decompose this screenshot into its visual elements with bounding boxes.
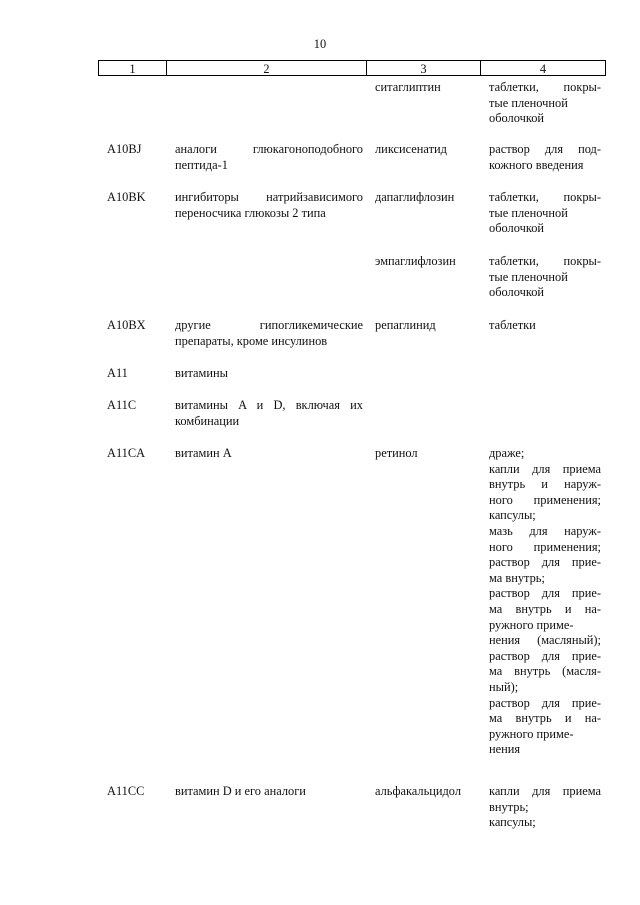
atc-code: A11CC (107, 784, 145, 798)
pharmacological-group-line: витамины A и D, включая их (175, 398, 363, 412)
dosage-form-line: ного применения; (489, 492, 601, 507)
pharmacological-group (175, 366, 363, 382)
drug-name: дапаглифлозин (375, 190, 455, 204)
pharmacological-group (175, 446, 363, 462)
pharmacological-group-line: препараты, кроме инсулинов (175, 333, 328, 348)
dosage-form-line: внутрь и наруж- (489, 477, 601, 492)
pharmacological-group (175, 318, 363, 349)
dosage-form-line: оболочкой (489, 285, 545, 300)
dosage-form (489, 446, 601, 758)
pharmacological-group-line: ингибиторы натрийзависимого (175, 190, 363, 204)
pharmacological-group (175, 142, 363, 173)
dosage-form-line: ма внутрь и на- (489, 601, 601, 616)
atc-code: A11C (107, 398, 137, 412)
drug-name: ситаглиптин (375, 80, 441, 94)
dosage-form-line: раствор для под- (489, 142, 601, 156)
pharmacological-group-line: другие гипогликемические (175, 318, 363, 332)
pharmacological-group-line: комбинации (175, 413, 240, 428)
drug-name: эмпаглифлозин (375, 254, 456, 268)
dosage-form-line: тые пленочной (489, 269, 568, 284)
dosage-form-line: внутрь; (489, 799, 529, 814)
dosage-form-line: капсулы; (489, 815, 536, 830)
dosage-form-line: нения (масляный); (489, 633, 601, 648)
dosage-form-line: ного применения; (489, 539, 601, 554)
header-col-4: 4 (481, 60, 606, 76)
dosage-form-line: ма внутрь и на- (489, 711, 601, 726)
pharmacological-group (175, 190, 363, 221)
pharmacological-group-line: аналоги глюкагоноподобного (175, 142, 363, 156)
dosage-form-line: капли для приема (489, 461, 601, 476)
dosage-form (489, 318, 601, 334)
dosage-form-line: таблетки (489, 318, 536, 332)
dosage-form-line: раствор для прие- (489, 586, 601, 601)
dosage-form (489, 190, 601, 237)
pharmacological-group-line: витамин D и его аналоги (175, 784, 306, 798)
pharmacological-group-line: пептида-1 (175, 157, 228, 172)
pharmacological-group-line: витамины (175, 366, 228, 380)
atc-code: A10BX (107, 318, 146, 332)
dosage-form (489, 142, 601, 173)
dosage-form-line: оболочкой (489, 221, 545, 236)
dosage-form-line: таблетки, покры- (489, 80, 601, 94)
pharmacological-group (175, 784, 363, 800)
pharmacological-group-line: переносчика глюкозы 2 типа (175, 205, 326, 220)
dosage-form-line: мазь для наруж- (489, 523, 601, 538)
dosage-form-line: ружного приме- (489, 726, 574, 741)
dosage-form-line: кожного введения (489, 157, 584, 172)
table-header (98, 60, 606, 76)
dosage-form (489, 784, 601, 831)
drug-name: репаглинид (375, 318, 436, 332)
dosage-form-line: таблетки, покры- (489, 190, 601, 204)
atc-code: A11 (107, 366, 128, 380)
dosage-form-line: ружного приме- (489, 617, 574, 632)
dosage-form-line: капли для приема (489, 784, 601, 798)
dosage-form-line: капсулы; (489, 508, 536, 523)
header-col-1: 1 (98, 60, 167, 76)
dosage-form-line: оболочкой (489, 111, 545, 126)
dosage-form-line: раствор для прие- (489, 648, 601, 663)
dosage-form-line: ма внутрь (масля- (489, 664, 601, 679)
atc-code: A10BK (107, 190, 146, 204)
dosage-form-line: таблетки, покры- (489, 254, 601, 268)
dosage-form-line: нения (489, 742, 521, 757)
header-col-3: 3 (367, 60, 481, 76)
dosage-form-line: тые пленочной (489, 95, 568, 110)
pharmacological-group-line: витамин A (175, 446, 232, 460)
dosage-form-line: раствор для прие- (489, 695, 601, 710)
pharmacological-group (175, 398, 363, 429)
page-number: 10 (313, 37, 327, 51)
dosage-form-line: ный); (489, 679, 519, 694)
drug-name: альфакальцидол (375, 784, 462, 798)
dosage-form-line: раствор для прие- (489, 555, 601, 570)
atc-code: A11CA (107, 446, 146, 460)
dosage-form (489, 254, 601, 301)
dosage-form-line: драже; (489, 446, 525, 460)
drug-name: ретинол (375, 446, 418, 460)
header-col-2: 2 (167, 60, 367, 76)
atc-code: A10BJ (107, 142, 142, 156)
dosage-form-line: тые пленочной (489, 205, 568, 220)
dosage-form-line: ма внутрь; (489, 570, 545, 585)
dosage-form (489, 80, 601, 127)
drug-name: ликсисенатид (375, 142, 447, 156)
